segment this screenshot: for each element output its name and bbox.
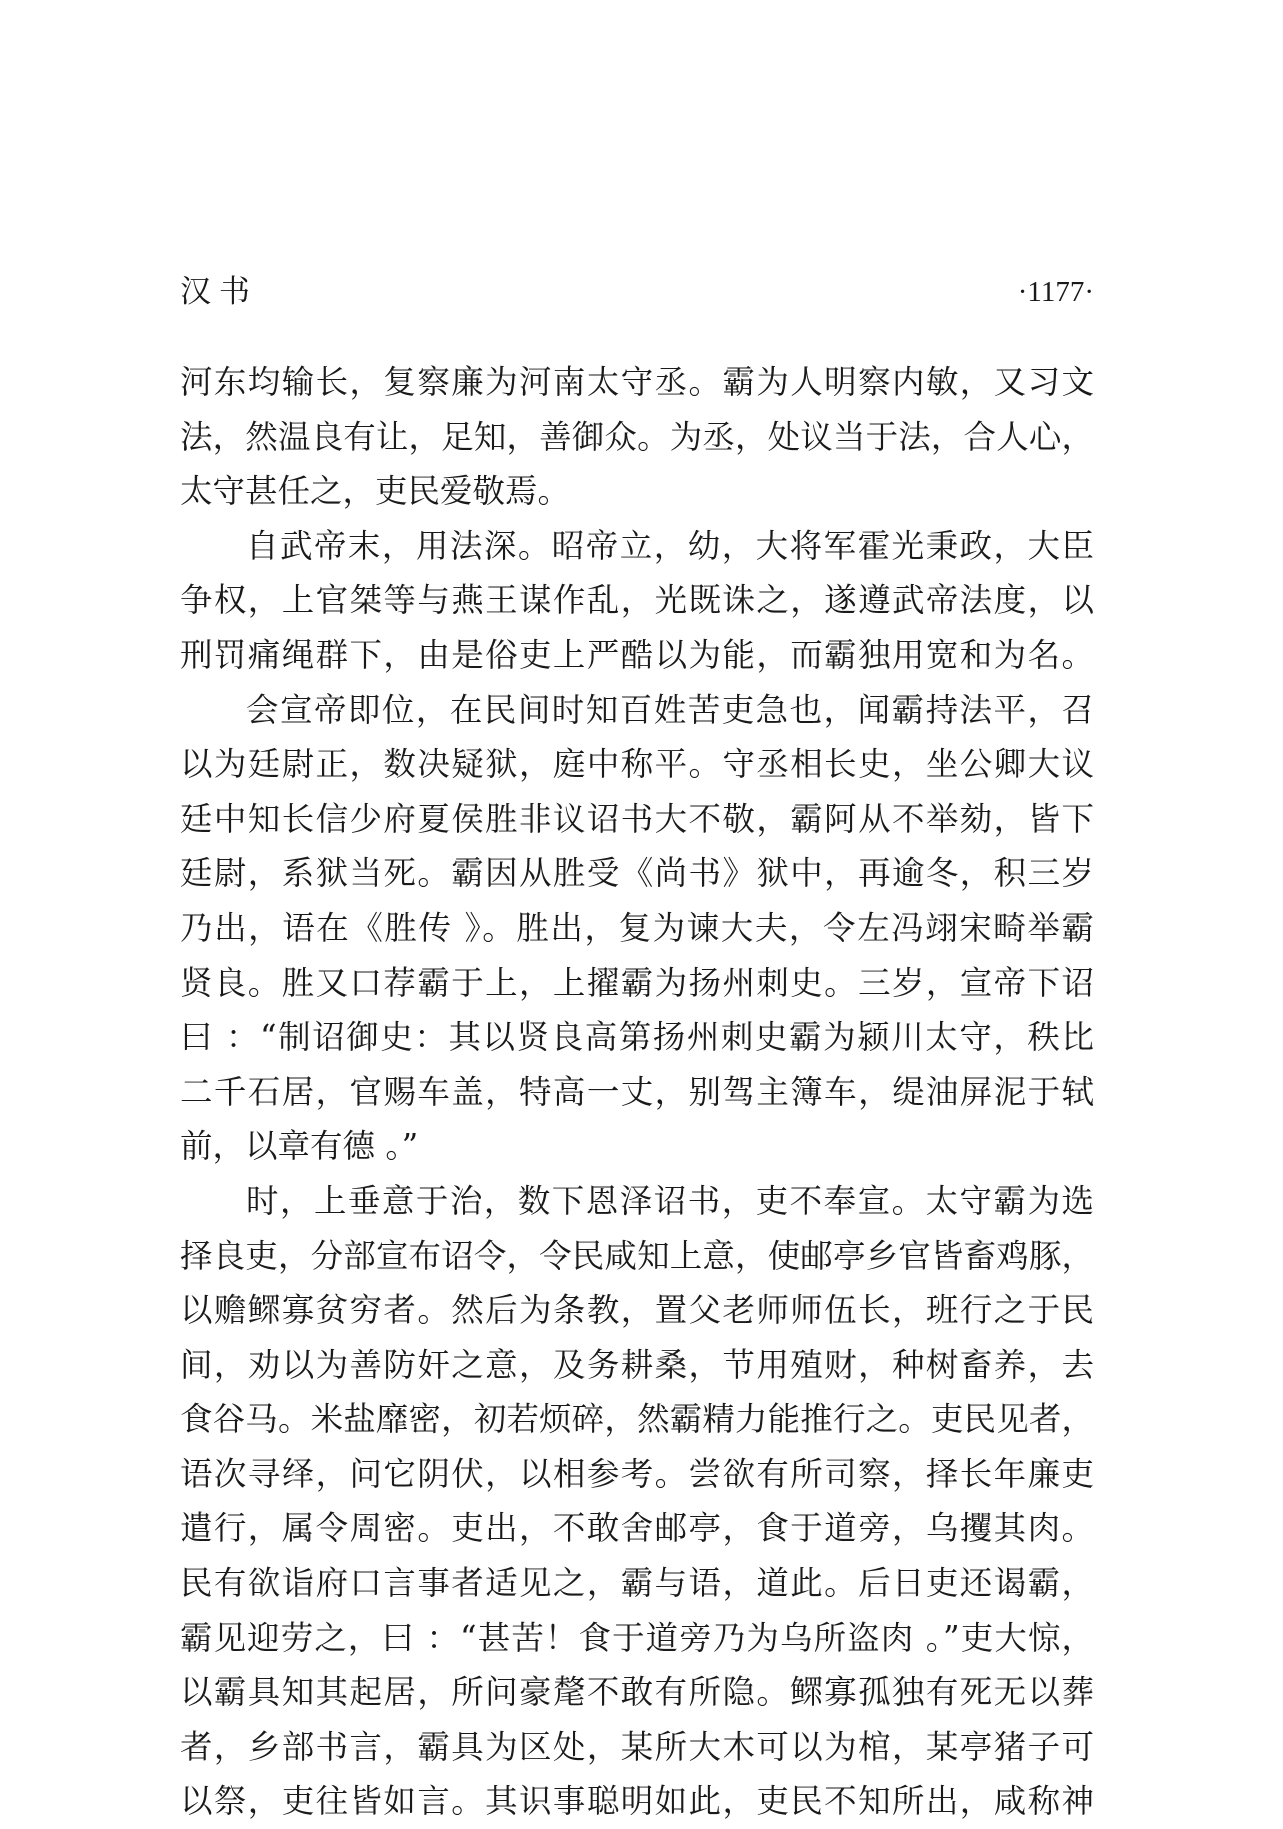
text-line: 乃出，语在《胜传 》。胜出，复为谏大夫，令左冯翊宋畸举霸	[180, 908, 1094, 947]
text-line: 河东均输长，复察廉为河南太守丞。霸为人明察内敏，又习文	[180, 363, 1094, 401]
text-line: 贤良。胜又口荐霸于上，上擢霸为扬州刺史。三岁，宣帝下诏	[180, 963, 1094, 1002]
book-title: 汉书	[180, 274, 258, 310]
text-line: 法，然温良有让，足知，善御众。为丞，处议当于法，合人心，	[180, 417, 1094, 456]
text-line: 霸见迎劳之，曰 ：“甚苦！食于道旁乃为乌所盗肉 。”吏大惊，	[180, 1618, 1094, 1657]
text-line: 会宣帝即位，在民间时知百姓苦吏急也，闻霸持法平，召	[246, 690, 1094, 729]
body-text	[180, 355, 1094, 1829]
page-header	[180, 268, 1094, 316]
text-line: 者，乡部书言，霸具为区处，某所大木可以为棺，某亭猪子可	[180, 1727, 1094, 1766]
text-line: 自武帝末，用法深。昭帝立，幼，大将军霍光秉政，大臣	[246, 526, 1094, 565]
text-line: 刑罚痛绳群下，由是俗吏上严酷以为能，而霸独用宽和为名。	[180, 635, 1094, 674]
text-line: 语次寻绎，问它阴伏，以相参考。尝欲有所司察，择长年廉吏	[180, 1454, 1094, 1493]
text-line: 以祭，吏往皆如言。其识事聪明如此，吏民不知所出，咸称神	[180, 1782, 1094, 1821]
text-line: 民有欲诣府口言事者适见之，霸与语，道此。后日吏还谒霸，	[180, 1564, 1094, 1603]
text-line: 曰 ：“制诏御史：其以贤良高第扬州刺史霸为颍川太守，秩比	[180, 1018, 1094, 1057]
text-line: 遣行，属令周密。吏出，不敢舍邮亭，食于道旁，乌攫其肉。	[180, 1509, 1094, 1548]
text-line: 太守甚任之，吏民爱敬焉。	[180, 472, 571, 511]
text-line: 廷尉，系狱当死。霸因从胜受《尚书》狱中，再逾冬，积三岁	[180, 854, 1094, 893]
text-line: 前，以章有德 。”	[180, 1127, 419, 1166]
text-line: 以为廷尉正，数决疑狱，庭中称平。守丞相长史，坐公卿大议	[180, 745, 1094, 784]
text-line: 廷中知长信少府夏侯胜非议诏书大不敬，霸阿从不举劾，皆下	[180, 799, 1094, 838]
page-number: ·1177·	[1017, 276, 1094, 308]
text-line: 择良吏，分部宣布诏令，令民咸知上意，使邮亭乡官皆畜鸡豚，	[180, 1236, 1094, 1275]
text-line: 争权，上官桀等与燕王谋作乱，光既诛之，遂遵武帝法度，以	[180, 581, 1094, 620]
text-line: 二千石居，官赐车盖，特高一丈，别驾主簿车，缇油屏泥于轼	[180, 1072, 1094, 1111]
text-line: 间，劝以为善防奸之意，及务耕桑，节用殖财，种树畜养，去	[180, 1345, 1094, 1384]
text-line: 以霸具知其起居，所问豪氂不敢有所隐。鳏寡孤独有死无以葬	[180, 1673, 1094, 1712]
text-line: 以赡鳏寡贫穷者。然后为条教，置父老师师伍长，班行之于民	[180, 1291, 1094, 1330]
text-line: 食谷马。米盐靡密，初若烦碎，然霸精力能推行之。吏民见者，	[180, 1400, 1094, 1439]
text-line: 时，上垂意于治，数下恩泽诏书，吏不奉宣。太守霸为选	[246, 1181, 1094, 1220]
